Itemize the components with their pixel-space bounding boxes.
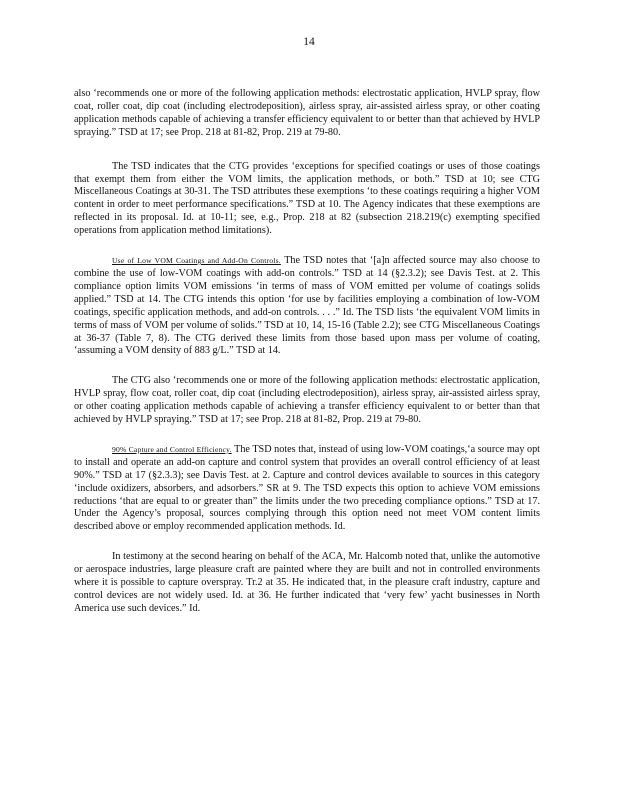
paragraph-2-text: The TSD indicates that the CTG provides ‘exceptions for specified coatings or uses of those coatings that exempt them from either the VOM limits, the application methods, or both.” TSD at 10; see CTG Miscellaneous Coatings at 30-31. The TSD attributes these exemptions ‘to these coatings requiring a higher VOM content in order to meet performance specifications.” TSD at 10. The Agency indicates that these exemptions are reflected in its proposal. Id. at 10-11; see, e.g., Prop. 218 at 82 (subsection 218.219(c) exempting specified operations from application method limitations). (74, 160, 540, 237)
paragraph-5-text: The TSD notes that, instead of using low-VOM coatings,‘a source may opt to install and operate an add-on capture and control system that provides an overall control efficiency of at least 90%.” TSD at 17 (§2.3.3); see Davis Test. at 2. Capture and control devices available to sources in this category ‘include oxidizers, absorbers, and adsorbers.” SR at 9. The TSD expects this option to achieve VOM emissions reductions ‘that are equal to or greater than” the limits under the two preceding compliance options.” TSD at 17. Under the Agency’s proposal, sources complying through this option need not meet VOM content limits described above or employ recommended application methods. Id. (74, 443, 540, 533)
paragraph-6 (74, 551, 540, 616)
paragraph-4 (74, 375, 540, 427)
paragraph-1 (74, 88, 540, 140)
paragraph-2 (74, 161, 540, 238)
paragraph-1-text: also ‘recommends one or more of the following application methods: electrostatic application, HVLP spray, flow coat, roller coat, dip coat (including electrodeposition), airless spray, air-assisted airless spray, or other coating application methods capable of achieving a transfer efficiency equivalent to or better than that achieved by HVLP spraying.” TSD at 17; see Prop. 218 at 81-82, Prop. 219 at 79-80. (74, 88, 540, 138)
paragraph-4-text: The CTG also ‘recommends one or more of the following application methods: electrostatic application, HVLP spray, flow coat, roller coat, dip coat (including electrodeposition), airless spray, air-assisted airless spray, or other coating application methods capable of achieving a transfer efficiency equivalent to or better than that achieved by HVLP spraying.” TSD at 17; see Prop. 218 at 81-82, Prop. 219 at 79-80. (74, 375, 540, 426)
page-number: 14 (303, 36, 315, 48)
section-heading-capture-control: 90% Capture and Control Efficiency. (112, 444, 232, 454)
section-heading-low-vom: Use of Low VOM Coatings and Add-On Controls. (112, 256, 281, 266)
paragraph-3 (74, 255, 540, 358)
paragraph-3-text: The TSD notes that ‘[a]n affected source may also choose to combine the use of low-VOM coatings with add-on controls.” TSD at 14 (§2.3.2); see Davis Test. at 2. This compliance option limits VOM emissions ‘in terms of mass of VOM emitted per volume of coatings solids applied.” TSD at 14. The CTG intends this option ‘for use by facilities employing a combination of low-VOM coatings, specific application methods, and add-on controls. . . .” Id. The TSD lists ‘the equivalent VOM limits in terms of mass of VOM per volume of solids.” TSD at 10, 14, 15-16 (Table 2.2); see CTG Miscellaneous Coatings at 36-37 (Table 7, 8). The CTG derived these limits from those based upon mass per volume of coating, ‘assuming a VOM density of 883 g/L.” TSD at 14. (74, 255, 540, 357)
paragraph-5 (74, 444, 540, 534)
paragraph-6-text: In testimony at the second hearing on behalf of the ACA, Mr. Halcomb noted that, unlike the automotive or aerospace industries, large pleasure craft are painted where they are built and not in controlled environments where it is possible to capture overspray. Tr.2 at 35. He indicated that, in the pleasure craft industry, capture and control devices are not widely used. Id. at 36. He further indicated that ‘very few’ yacht businesses in North America use such devices.” Id. (74, 551, 540, 614)
document-body (74, 88, 540, 616)
